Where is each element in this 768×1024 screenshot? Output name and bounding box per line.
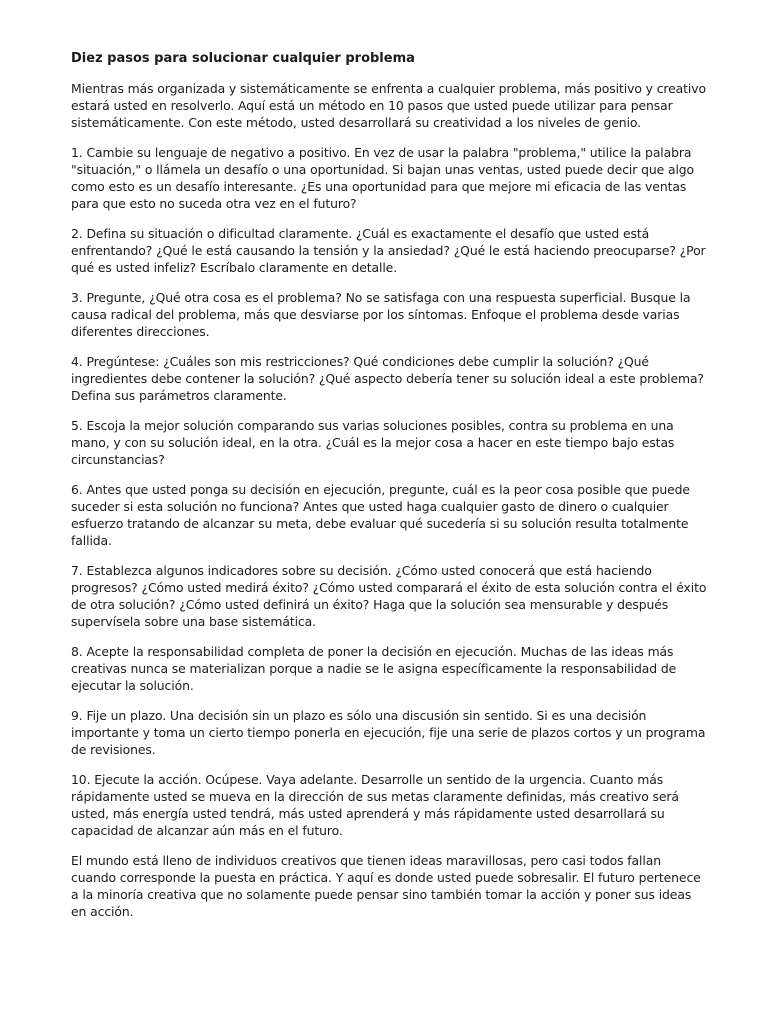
- step-9-paragraph: 9. Fije un plazo. Una decisión sin un plazo es sólo una discusión sin sentido. Si es una decisión importante y toma un cierto tiempo ponerla en ejecución, fije una serie de plazos cortos y un programa de revisiones.: [71, 708, 706, 757]
- step-6-paragraph: 6. Antes que usted ponga su decisión en ejecución, pregunte, cuál es la peor cosa posible que puede suceder si esta solución no funciona? Antes que usted haga cualquier gasto de dinero o cualquier esfuerzo tratando de alcanzar su meta, debe evaluar qué sucedería si su solución resulta totalmente fallida.: [71, 482, 690, 548]
- step-5-paragraph: 5. Escoja la mejor solución comparando sus varias soluciones posibles, contra su problema en una mano, y con su solución ideal, en la otra. ¿Cuál es la mejor cosa a hacer en este tiempo bajo estas circunstancias?: [71, 418, 675, 467]
- step-7-paragraph: 7. Establezca algunos indicadores sobre su decisión. ¿Cómo usted conocerá que está haciendo progresos? ¿Cómo usted medirá éxito? ¿Cómo usted comparará el éxito de esta solución contra el éxito de otra solución? ¿Cómo usted definirá un éxito? Haga que la solución sea mensurable y después supervísela sobre una base sistemática.: [71, 563, 707, 629]
- step-1-paragraph: 1. Cambie su lenguaje de negativo a positivo. En vez de usar la palabra "problema," utilice la palabra "situación," o llámela un desafío o una oportunidad. Si bajan unas ventas, usted puede decir que algo como esto es un desafío interesante. ¿Es una oportunidad para que mejore mi eficacia de las ventas para que esto no suceda otra vez en el futuro?: [71, 145, 695, 211]
- step-8-paragraph: 8. Acepte la responsabilidad completa de poner la decisión en ejecución. Muchas de las ideas más creativas nunca se materializan porque a nadie se le asigna específicamente la responsabilidad de ejecutar la solución.: [71, 644, 677, 693]
- document-title: Diez pasos para solucionar cualquier problema: [71, 51, 415, 66]
- step-3-paragraph: 3. Pregunte, ¿Qué otra cosa es el problema? No se satisfaga con una respuesta superficial. Busque la causa radical del problema, más que desviarse por los síntomas. Enfoque el problema desde varias diferentes direcciones.: [71, 290, 691, 339]
- step-4-paragraph: 4. Pregúntese: ¿Cuáles son mis restricciones? Qué condiciones debe cumplir la solución? ¿Qué ingredientes debe contener la solución? ¿Qué aspecto debería tener su solución ideal a este problema? Defina sus parámetros claramente.: [71, 354, 704, 403]
- step-2-paragraph: 2. Defina su situación o dificultad claramente. ¿Cuál es exactamente el desafío que usted está enfrentando? ¿Qué le está causando la tensión y la ansiedad? ¿Qué le está haciendo preocuparse? ¿Por qué es usted infeliz? Escríbalo claramente en detalle.: [71, 226, 706, 275]
- closing-paragraph: El mundo está lleno de individuos creativos que tienen ideas maravillosas, pero casi todos fallan cuando corresponde la puesta en práctica. Y aquí es donde usted puede sobresalir. El futuro pertenece a la minoría creativa que no solamente puede pensar sino también tomar la acción y poner sus ideas en acción.: [71, 853, 701, 919]
- step-10-paragraph: 10. Ejecute la acción. Ocúpese. Vaya adelante. Desarrolle un sentido de la urgencia. Cuanto más rápidamente usted se mueva en la dirección de sus metas claramente definidas, más creativo será usted, más energía usted tendrá, más usted aprenderá y más rápidamente usted desarrollará su capacidad de alcanzar aún más en el futuro.: [71, 772, 679, 838]
- intro-paragraph: Mientras más organizada y sistemáticamente se enfrenta a cualquier problema, más positivo y creativo estará usted en resolverlo. Aquí está un método en 10 pasos que usted puede utilizar para pensar sistemáticamente. Con este método, usted desarrollará su creatividad a los niveles de genio.: [71, 81, 706, 130]
